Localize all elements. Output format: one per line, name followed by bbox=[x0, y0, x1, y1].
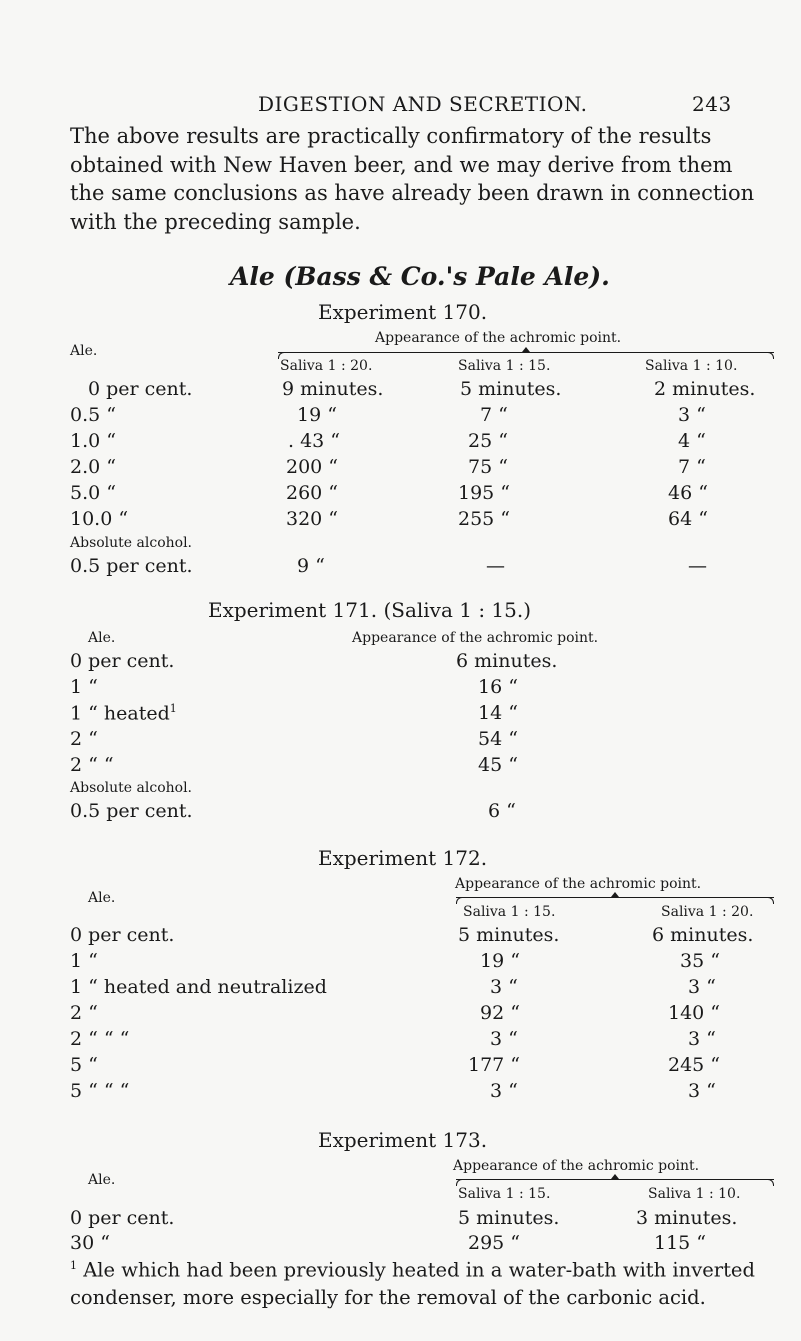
exp170-row-c2: 195 “ bbox=[458, 482, 511, 504]
exp171-row-ale: 2 “ “ bbox=[70, 754, 114, 776]
exp173-row-c2: 115 “ bbox=[654, 1232, 707, 1254]
exp170-abs-c2: — bbox=[486, 555, 505, 577]
exp171-row-ale: 2 “ bbox=[70, 728, 98, 750]
exp172-col2-unit: 6 minutes. bbox=[652, 924, 754, 946]
exp171-abs-ale: 0.5 per cent. bbox=[70, 800, 193, 822]
exp170-row-ale: 5.0 “ bbox=[70, 482, 116, 504]
exp170-row-ale: 0.5 “ bbox=[70, 404, 116, 426]
footnote bbox=[70, 1252, 770, 1311]
exp171-row-val: 54 “ bbox=[478, 728, 518, 750]
exp171-title: Experiment 171. (Saliva 1 : 15.) bbox=[208, 598, 532, 622]
exp170-abs-c1: 9 “ bbox=[297, 555, 325, 577]
exp172-row-c2: 35 “ bbox=[680, 950, 720, 972]
exp170-row-c3: 7 “ bbox=[678, 456, 706, 478]
exp171-row-ale: 1 “ heated$^1$ bbox=[70, 702, 177, 725]
exp172-col2-saliva: Saliva 1 : 20. bbox=[661, 904, 754, 920]
exp170-row-c3: 3 “ bbox=[678, 404, 706, 426]
exp172-row-c2: 140 “ bbox=[668, 1002, 721, 1024]
exp170-row-c3: 64 “ bbox=[668, 508, 708, 530]
exp172-row-c1: 3 “ bbox=[490, 976, 518, 998]
section-title: Ale (Bass & Co.'s Pale Ale). bbox=[230, 262, 610, 291]
exp171-col-ale: Ale. bbox=[88, 630, 116, 646]
exp171-row-ale: 1 “ bbox=[70, 676, 98, 698]
exp172-row-c1: 19 “ bbox=[480, 950, 520, 972]
exp170-col1-saliva: Saliva 1 : 20. bbox=[280, 358, 373, 374]
exp170-row-ale: 10.0 “ bbox=[70, 508, 129, 530]
exp172-row-ale: 0 per cent. bbox=[70, 924, 175, 946]
exp172-row-c2: 3 “ bbox=[688, 1028, 716, 1050]
exp170-row-c1: 320 “ bbox=[286, 508, 339, 530]
exp172-group-header: Appearance of the achromic point. bbox=[455, 876, 702, 892]
running-header: DIGESTION AND SECRETION. bbox=[258, 92, 588, 116]
exp173-col1-unit: 5 minutes. bbox=[458, 1207, 560, 1229]
exp171-row-val: 16 “ bbox=[478, 676, 518, 698]
footnote-marker: 1 bbox=[70, 1259, 77, 1272]
footnote-marker: 1 bbox=[169, 702, 177, 715]
exp170-row-c1: 200 “ bbox=[286, 456, 339, 478]
exp172-col1-saliva: Saliva 1 : 15. bbox=[463, 904, 556, 920]
exp172-row-ale: 1 “ heated and neutralized bbox=[70, 976, 327, 998]
exp172-row-ale: 5 “ bbox=[70, 1054, 98, 1076]
exp170-row-c2: 75 “ bbox=[468, 456, 508, 478]
exp170-abs-ale: 0.5 per cent. bbox=[70, 555, 193, 577]
exp172-row-ale: 2 “ “ “ bbox=[70, 1028, 130, 1050]
exp173-group-header: Appearance of the achromic point. bbox=[453, 1158, 700, 1174]
exp170-row-c2: 255 “ bbox=[458, 508, 511, 530]
exp172-row-c2: 3 “ bbox=[688, 1080, 716, 1102]
exp170-col3-saliva: Saliva 1 : 10. bbox=[645, 358, 738, 374]
exp172-row-c2: 245 “ bbox=[668, 1054, 721, 1076]
exp170-abs-c3: — bbox=[688, 555, 707, 577]
exp170-row-c1: 19 “ bbox=[297, 404, 337, 426]
exp171-row-val: 14 “ bbox=[478, 702, 518, 724]
exp172-col-ale: Ale. bbox=[88, 890, 116, 906]
exp172-row-c1: 92 “ bbox=[480, 1002, 520, 1024]
exp170-group-header: Appearance of the achromic point. bbox=[375, 330, 622, 346]
footnote-line: condenser, more especially for the removal of the carbonic acid. bbox=[70, 1285, 706, 1309]
exp170-row-ale: 1.0 “ bbox=[70, 430, 116, 452]
intro-line: the same conclusions as have already been drawn in connection bbox=[70, 181, 755, 205]
exp172-title: Experiment 172. bbox=[318, 846, 488, 870]
exp173-row-ale: 30 “ bbox=[70, 1232, 110, 1254]
exp170-row-c1: . 43 “ bbox=[288, 430, 341, 452]
exp173-row-ale: 0 per cent. bbox=[70, 1207, 175, 1229]
exp172-row-c1: 3 “ bbox=[490, 1080, 518, 1102]
exp170-col-ale: Ale. bbox=[70, 343, 98, 359]
exp170-row-c2: 25 “ bbox=[468, 430, 508, 452]
exp170-col3-unit: 2 minutes. bbox=[654, 378, 756, 400]
exp171-abs-val: 6 “ bbox=[488, 800, 516, 822]
exp173-row-c1: 295 “ bbox=[468, 1232, 521, 1254]
exp171-row-val: 45 “ bbox=[478, 754, 518, 776]
exp170-col1-unit: 9 minutes. bbox=[282, 378, 384, 400]
exp173-col2-saliva: Saliva 1 : 10. bbox=[648, 1186, 741, 1202]
exp170-row-ale: 2.0 “ bbox=[70, 456, 116, 478]
exp170-col2-unit: 5 minutes. bbox=[460, 378, 562, 400]
page-number: 243 bbox=[692, 92, 732, 116]
exp172-col1-unit: 5 minutes. bbox=[458, 924, 560, 946]
exp172-row-c2: 3 “ bbox=[688, 976, 716, 998]
exp172-row-ale: 2 “ bbox=[70, 1002, 98, 1024]
footnote-line: $^1$ Ale which had been previously heated in a water-bath with inverted bbox=[70, 1258, 755, 1282]
exp172-row-ale: 1 “ bbox=[70, 950, 98, 972]
exp172-brace bbox=[456, 897, 774, 904]
exp170-row-c1: 260 “ bbox=[286, 482, 339, 504]
exp170-col2-saliva: Saliva 1 : 15. bbox=[458, 358, 551, 374]
exp170-row-ale: 0 per cent. bbox=[88, 378, 193, 400]
exp170-row-c3: 46 “ bbox=[668, 482, 708, 504]
exp171-row-val: 6 minutes. bbox=[456, 650, 558, 672]
exp173-title: Experiment 173. bbox=[318, 1128, 488, 1152]
exp172-row-c1: 3 “ bbox=[490, 1028, 518, 1050]
exp173-col-ale: Ale. bbox=[88, 1172, 116, 1188]
exp171-row-ale: 0 per cent. bbox=[70, 650, 175, 672]
intro-paragraph bbox=[70, 122, 760, 236]
intro-line: The above results are practically confirmatory of the results bbox=[70, 124, 712, 148]
exp172-row-ale: 5 “ “ “ bbox=[70, 1080, 130, 1102]
exp170-title: Experiment 170. bbox=[318, 300, 488, 324]
exp170-row-c2: 7 “ bbox=[480, 404, 508, 426]
exp170-row-c3: 4 “ bbox=[678, 430, 706, 452]
exp172-row-c1: 177 “ bbox=[468, 1054, 521, 1076]
intro-line: obtained with New Haven beer, and we may derive from them bbox=[70, 152, 733, 177]
intro-line: with the preceding sample. bbox=[70, 209, 361, 234]
exp173-col2-unit: 3 minutes. bbox=[636, 1207, 738, 1229]
exp171-header: Appearance of the achromic point. bbox=[352, 630, 599, 646]
exp171-abs-label: Absolute alcohol. bbox=[70, 780, 193, 796]
exp170-abs-label: Absolute alcohol. bbox=[70, 535, 193, 551]
exp173-brace bbox=[456, 1179, 774, 1186]
exp173-col1-saliva: Saliva 1 : 15. bbox=[458, 1186, 551, 1202]
